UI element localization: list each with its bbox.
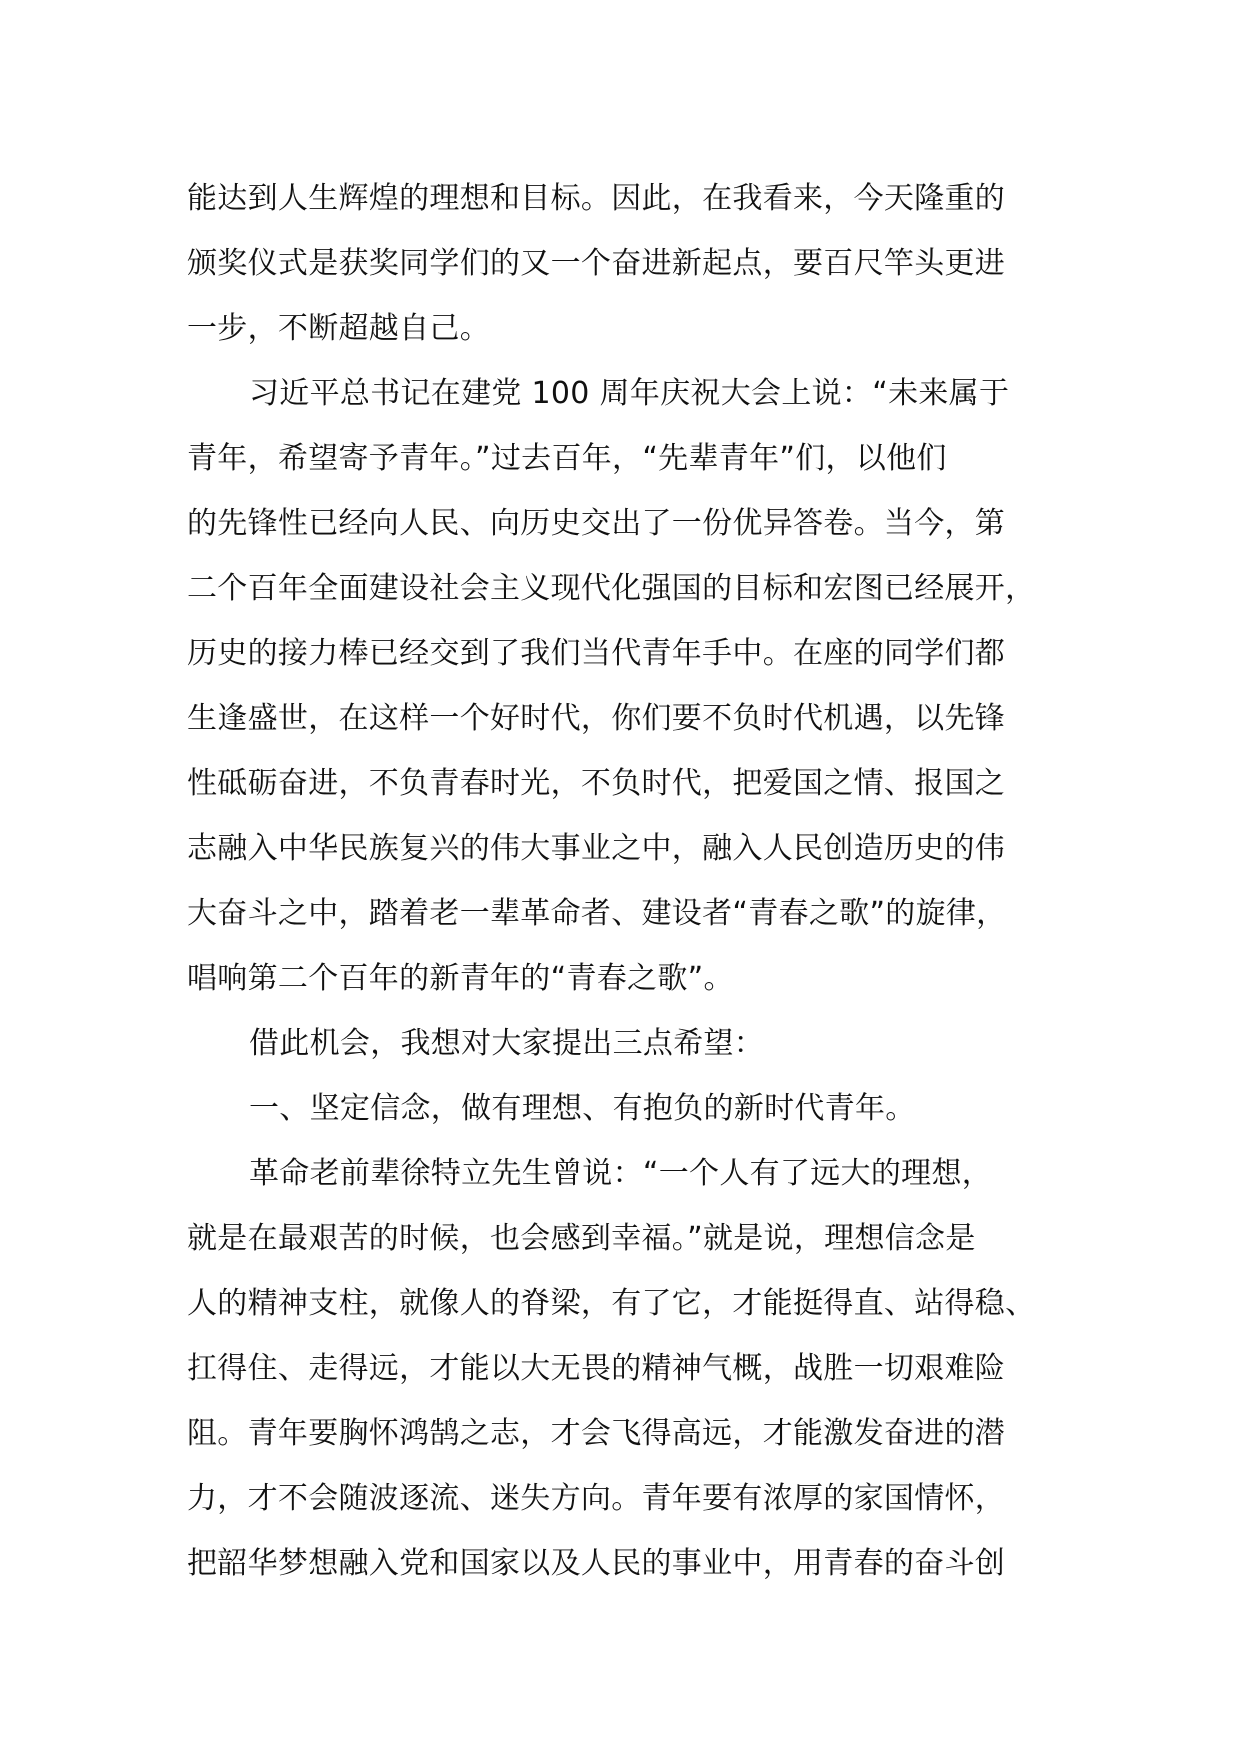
text-line: 大奋斗之中，踏着老一辈革命者、建设者“青春之歌”的旋律， [187, 896, 1007, 931]
text-line: 历史的接力棒已经交到了我们当代青年手中。在座的同学们都 [187, 636, 1006, 671]
text-line: 就是在最艰苦的时候，也会感到幸福。”就是说，理想信念是 [187, 1221, 976, 1256]
text-line: 扛得住、走得远，才能以大无畏的精神气概，战胜一切艰难险 [187, 1351, 1006, 1386]
text-line: 志融入中华民族复兴的伟大事业之中，融入人民创造历史的伟 [187, 831, 1006, 866]
text-line: 借此机会，我想对大家提出三点希望： [249, 1026, 765, 1061]
text-line: 的先锋性已经向人民、向历史交出了一份优异答卷。当今，第 [187, 506, 1006, 541]
text-line: 人的精神支柱，就像人的脊梁，有了它，才能挺得直、站得稳、 [187, 1286, 1036, 1321]
text-line: 力，才不会随波逐流、迷失方向。青年要有浓厚的家国情怀， [187, 1481, 1006, 1516]
text-line: 青年，希望寄予青年。”过去百年，“先辈青年”们，以他们 [187, 441, 947, 476]
text-line: 生逢盛世，在这样一个好时代，你们要不负时代机遇，以先锋 [187, 701, 1006, 736]
text-line: 习近平总书记在建党 100 周年庆祝大会上说：“未来属于 [249, 376, 1010, 411]
text-line: 二个百年全面建设社会主义现代化强国的目标和宏图已经展开， [187, 571, 1036, 606]
text-line: 能达到人生辉煌的理想和目标。因此，在我看来，今天隆重的 [187, 181, 1006, 216]
body-text [187, 166, 1087, 1596]
text-line: 一步，不断超越自己。 [187, 311, 490, 346]
text-line: 性砥砺奋进，不负青春时光，不负时代，把爱国之情、报国之 [187, 766, 1006, 801]
text-line: 革命老前辈徐特立先生曾说：“一个人有了远大的理想， [249, 1156, 993, 1191]
text-line: 一、坚定信念，做有理想、有抱负的新时代青年。 [249, 1091, 916, 1126]
text-line: 阻。青年要胸怀鸿鹄之志，才会飞得高远，才能激发奋进的潜 [187, 1416, 1006, 1451]
text-line: 颁奖仪式是获奖同学们的又一个奋进新起点，要百尺竿头更进 [187, 246, 1006, 281]
text-line: 唱响第二个百年的新青年的“青春之歌”。 [187, 961, 734, 996]
text-line: 把韶华梦想融入党和国家以及人民的事业中，用青春的奋斗创 [187, 1546, 1006, 1581]
